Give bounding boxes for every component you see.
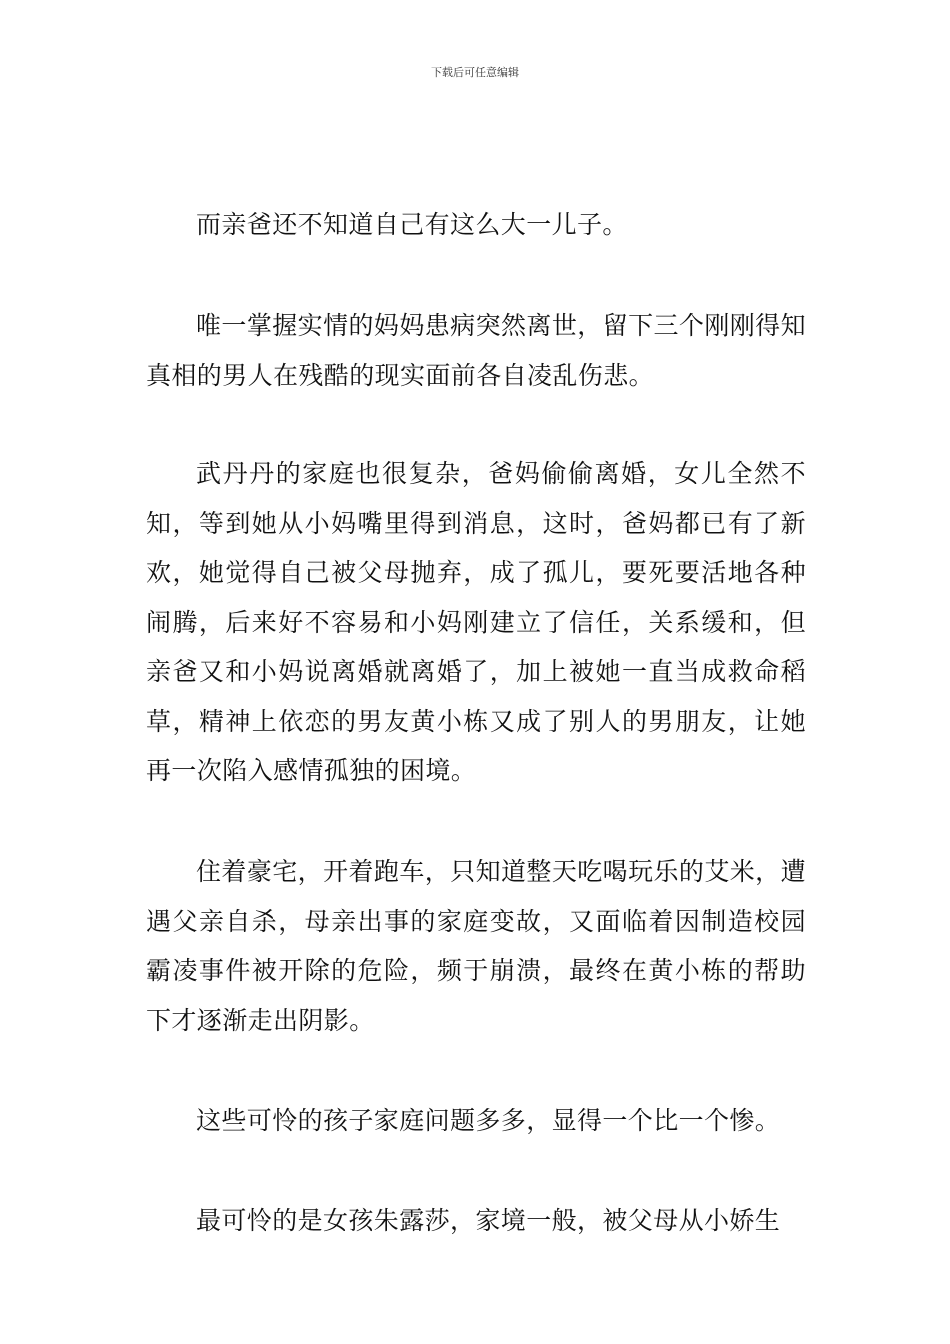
paragraph-3: 武丹丹的家庭也很复杂，爸妈偷偷离婚，女儿全然不知，等到她从小妈嘴里得到消息，这时，爸妈都已有了新欢，她觉得自己被父母抛弃，成了孤儿，要死要活地各种闹腾，后来好不容易和小妈刚建立了信任，关系缓和，但亲爸又和小妈说离婚就离婚了，加上被她一直当成救命稻草，精神上依恋的男友黄小栋又成了别人的男朋友，让她再一次陷入感情孤独的困境。 (146, 459, 806, 785)
paragraph-6: 最可怜的是女孩朱露莎，家境一般，被父母从小娇生 (196, 1206, 781, 1235)
paragraph-4: 住着豪宅，开着跑车，只知道整天吃喝玩乐的艾米，遭遇父亲自杀，母亲出事的家庭变故，又面临着因制造校园霸凌事件被开除的危险，频于崩溃，最终在黄小栋的帮助下才逐渐走出阴影。 (146, 857, 806, 1035)
paragraph-5: 这些可怜的孩子家庭问题多多，显得一个比一个惨。 (196, 1106, 781, 1135)
paragraph-2: 唯一掌握实情的妈妈患病突然离世，留下三个刚刚得知真相的男人在残酷的现实面前各自凌乱伤悲。 (146, 311, 806, 390)
paragraph-1: 而亲爸还不知道自己有这么大一儿子。 (196, 210, 628, 239)
page-header: 下载后可任意编辑 (431, 66, 519, 79)
